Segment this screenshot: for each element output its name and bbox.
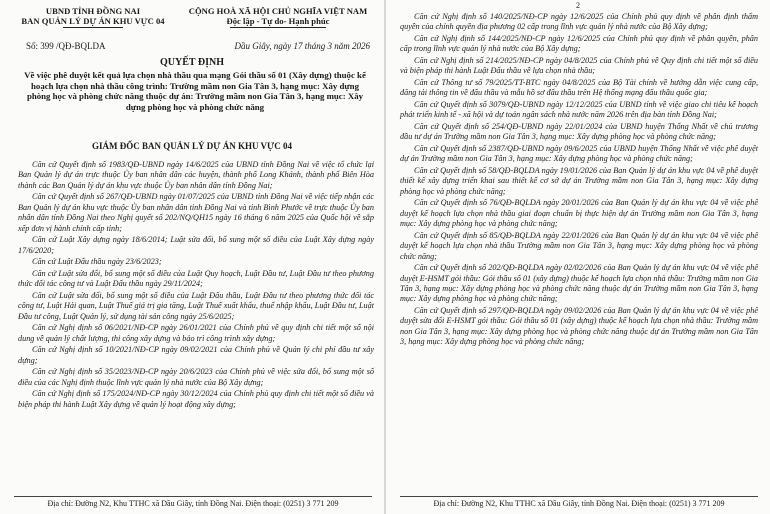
document-title: QUYẾT ĐỊNH <box>160 57 224 68</box>
legal-basis-paragraph: Căn cứ Quyết định số 267/QĐ-UBND ngày 01/07/2025 của UBND tỉnh Đồng Nai về việc tiếp nhận các Ban Quản lý dự án khu vực thuộc Ủy ban nhân dân tỉnh Đồng Nai và tỉnh Bình Phước về trực thuộc Ủy ban nhân dân tỉnh Đồng Nai theo Nghị quyết số 202/NQ/QH15 ngày 16 tháng 6 năm 2025 của Quốc hội về sắp xếp đơn vị hành chính cấp tỉnh; <box>18 192 374 233</box>
legal-basis-paragraph: Căn cứ Quyết định số 3079/QĐ-UBND ngày 12/12/2025 của UBND tỉnh về việc giao chi tiêu kế hoạch phát triển kinh tế - xã hội và dự toán ngân sách nhà nước năm 2026 trên địa bàn tỉnh Đồng Nai; <box>400 100 758 120</box>
document-meta <box>26 41 376 51</box>
nation-name: CỘNG HOÀ XÃ HỘI CHỦ NGHĨA VIỆT NAM <box>188 6 368 16</box>
legal-basis-paragraph: Căn cứ Quyết định số 58/QĐ-BQLDA ngày 19/01/2026 của Ban Quản lý dự án khu vực 04 về phê duyệt thiết kế xây dựng triển khai sau thiết kế cơ sở dự án Trường mầm non Gia Tân 3, hạng mục: Xây dựng phòng học và phòng chức năng; <box>400 166 758 196</box>
issuer-heading: GIÁM ĐỐC BAN QUẢN LÝ DỰ ÁN KHU VỰC 04 <box>92 141 292 151</box>
legal-basis-paragraph: Căn cứ Luật sửa đổi, bổ sung một số điều của Luật Đấu thầu, Luật Đầu tư theo phương thức đối tác công tư, Luật Hải quan, Luật Thuế giá trị gia tăng, Luật Thuế xuất khẩu, thuế nhập khẩu, Luật Đầu tư, Luật Đầu tư công, Luật Quản lý, sử dụng tài sản công ngày 25/6/2025; <box>18 290 374 321</box>
document-subject: Về việc phê duyệt kết quả lựa chọn nhà thầu qua mạng Gói thầu số 01 (Xây dựng) thuộc kế hoạch lựa chọn nhà thầu công trình: Trường mầm non Gia Tân 3, hạng mục: Xây dựng phòng học và phòng chức năng thuộc dự án: Trường mầm non Gia Tân 3, hạng mục: Xây dựng phòng học và phòng chức năng <box>24 70 366 112</box>
legal-basis-paragraph: Căn cứ Nghị định số 35/2023/NĐ-CP ngày 20/6/2023 của Chính phủ về việc sửa đổi, bổ sung một số điều của các Nghị định thuộc lĩnh vực quản lý nhà nước của Bộ Xây dựng; <box>18 367 374 387</box>
legal-basis-paragraph: Căn cứ Quyết định số 297/QĐ-BQLDA ngày 09/02/2026 của Ban Quản lý dự án khu vực 04 về việc phê duyệt sửa đổi E-HSMT gói thầu: Gói thầu số 01 (xây dựng) thuộc kế hoạch lựa chọn nhà thầu: Trường mầm non Gia Tân 3, hạng mục: Xây dựng phòng học và phòng chức năng thuộc dự án Trường mầm non Gia Tân 3, hạng mục: Xây dựng phòng học và phòng chức năng; <box>400 306 758 347</box>
legal-basis-paragraph: Căn cứ Quyết định số 2387/QĐ-UBND ngày 09/6/2025 của UBND huyện Thống Nhất về việc phê duyệt dự án Trường mầm non Gia Tân 3, hạng mục: Xây dựng phòng học và phòng chức năng; <box>400 144 758 164</box>
legal-basis-paragraph: Căn cứ Luật Xây dựng ngày 18/6/2014; Luật sửa đổi, bổ sung một số điều của Luật Xây dựng ngày 17/6/2020; <box>18 235 374 255</box>
legal-basis-paragraph: Căn cứ Quyết định số 85/QĐ-BQLDA ngày 22/01/2026 của Ban Quản lý dự án khu vực 04 về việc phê duyệt kế hoạch lựa chọn nhà thầu Trường mầm non Gia Tân 3, hạng mục: Xây dựng phòng học và phòng chức năng; <box>400 230 758 261</box>
legal-basis-paragraph: Căn cứ Nghị định số 214/2025/NĐ-CP ngày 04/8/2025 của Chính phủ về Quy định chi tiết một số điều và biện pháp thi hành Luật Đấu thầu về lựa chọn nhà thầu; <box>400 56 758 76</box>
document-page-2 <box>386 0 770 514</box>
agency-name-line-2: BAN QUẢN LÝ DỰ ÁN KHU VỰC 04 <box>21 16 165 26</box>
agency-header <box>18 6 168 28</box>
nation-motto: Độc lập - Tự do- Hạnh phúc <box>226 16 330 26</box>
page-footer: Địa chỉ: Đường N2, Khu TTHC xã Dầu Giây, tỉnh Đồng Nai. Điện thoại: (0251) 3 771 209 <box>400 496 758 508</box>
legal-basis-paragraph: Căn cứ Nghị định số 140/2025/NĐ-CP ngày 12/6/2025 của Chính phủ quy định về phân định thẩm quyền của chính quyền địa phương 02 cấp trong lĩnh vực quản lý nhà nước của Bộ Xây dựng; <box>400 12 758 32</box>
legal-basis-paragraph: Căn cứ Quyết định số 254/QĐ-UBND ngày 22/01/2024 của UBND huyện Thống Nhất về chủ trương đầu tư dự án Trường mầm non Gia Tân 3, hạng mục: Xây dựng phòng học và phòng chức năng; <box>400 122 758 142</box>
motto-underline <box>230 27 326 28</box>
legal-basis-paragraph: Căn cứ Quyết định số 202/QĐ-BQLDA ngày 02/02/2026 của Ban Quản lý dự án khu vực 04 về việc phê duyệt E-HSMT gói thầu: Gói thầu số 01 (xây dựng) thuộc kế hoạch lựa chọn nhà thầu: Trường mầm non Gia Tân 3, hạng mục: Xây dựng phòng học và phòng chức năng thuộc dự án Trường mầm non Gia Tân 3, hạng mục: Xây dựng phòng học và phòng chức năng; <box>400 263 758 304</box>
national-header <box>178 6 378 28</box>
legal-basis-paragraph: Căn cứ Nghị định số 10/2021/NĐ-CP ngày 09/02/2021 của Chính phủ về Quản lý chi phí đầu tư xây dựng; <box>18 345 374 365</box>
legal-basis-paragraph: Căn cứ Nghị định số 175/2024/NĐ-CP ngày 30/12/2024 của Chính phủ quy định chi tiết một số điều và biện pháp thi hành Luật Xây dựng về quản lý hoạt động xây dựng; <box>18 389 374 409</box>
legal-basis-list-continued <box>400 12 758 349</box>
legal-basis-paragraph: Căn cứ Quyết định số 76/QĐ-BQLDA ngày 20/01/2026 của Ban Quản lý dự án khu vực 04 về việc phê duyệt kế hoạch lựa chọn nhà thầu giai đoạn chuẩn bị thực hiện dự án Trường mầm non Gia Tân 3, hạng mục: Xây dựng phòng học và phòng chức năng; <box>400 198 758 229</box>
document-number: Số: 399 /QĐ-BQLDA <box>26 41 106 51</box>
legal-basis-list <box>18 160 374 411</box>
page-number: 2 <box>576 1 580 10</box>
legal-basis-paragraph: Căn cứ Quyết định số 1983/QĐ-UBND ngày 14/6/2025 của UBND tỉnh Đồng Nai về việc tổ chức lại Ban Quản lý dự án trực thuộc Ủy ban nhân dân các huyện, thành phố Long Khánh, thành phố Biên Hòa thành các Ban Quản lý dự án khu vực thuộc Ủy ban nhân dân tỉnh Đồng Nai; <box>18 160 374 190</box>
page-footer: Địa chỉ: Đường N2, Khu TTHC xã Dầu Giây, tỉnh Đồng Nai. Điện thoại: (0251) 3 771 209 <box>14 496 372 508</box>
legal-basis-paragraph: Căn cứ Nghị định số 144/2025/NĐ-CP ngày 12/6/2025 của Chính phủ quy định về phân quyền, phân cấp trong lĩnh vực quản lý nhà nước của Bộ Xây dựng; <box>400 34 758 54</box>
document-page-1 <box>0 0 384 514</box>
legal-basis-paragraph: Căn cứ Luật sửa đổi, bổ sung một số điều của Luật Quy hoạch, Luật Đầu tư, Luật Đầu tư theo phương thức đối tác công tư và Luật Đấu thầu ngày 29/11/2024; <box>18 268 374 289</box>
legal-basis-paragraph: Căn cứ Luật Đấu thầu ngày 23/6/2023; <box>32 257 162 267</box>
agency-underline <box>63 27 123 28</box>
agency-name-line-1: UBND TỈNH ĐỒNG NAI <box>45 6 141 16</box>
document-date: Dầu Giây, ngày 17 tháng 3 năm 2026 <box>234 41 370 51</box>
legal-basis-paragraph: Căn cứ Nghị định số 06/2021/NĐ-CP ngày 26/01/2021 của Chính phủ về quy định chi tiết một số nội dung về quản lý chất lượng, thi công xây dựng và bảo trì công trình xây dựng; <box>18 323 374 343</box>
legal-basis-paragraph: Căn cứ Thông tư số 79/2025/TT-BTC ngày 04/8/2025 của Bộ Tài chính về hướng dẫn việc cung cấp, đăng tải thông tin về đấu thầu và mẫu hồ sơ đấu thầu trên Hệ thống mạng đấu thầu quốc gia; <box>400 78 758 98</box>
